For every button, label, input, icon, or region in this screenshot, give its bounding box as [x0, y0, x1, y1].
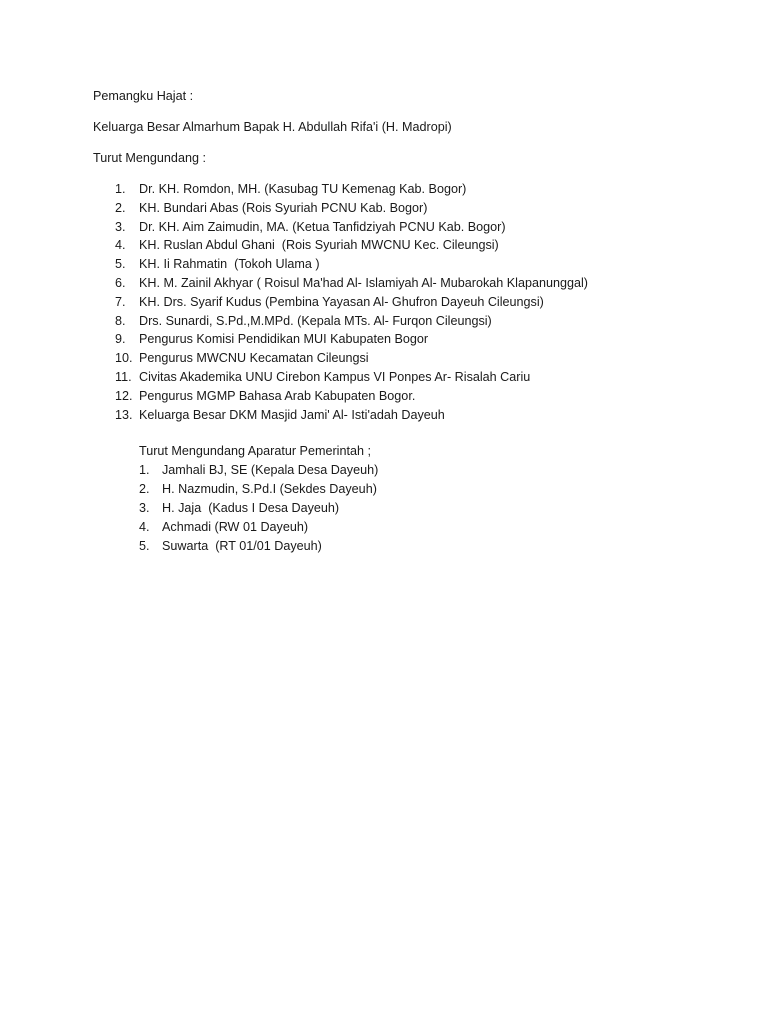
list-item: Pengurus MGMP Bahasa Arab Kabupaten Bogor. [139, 388, 416, 403]
host-name: Keluarga Besar Almarhum Bapak H. Abdullah Rifa'i (H. Madropi) [93, 120, 452, 134]
list-item: Suwarta (RT 01/01 Dayeuh) [162, 538, 322, 553]
list-item-number: 12. [115, 388, 133, 403]
list-item-number: 2. [115, 200, 126, 215]
list-item: KH. M. Zainil Akhyar ( Roisul Ma'had Al- Islamiyah Al- Mubarokah Klapanunggal) [139, 276, 588, 290]
list-item-number: 4. [115, 238, 126, 253]
list-item: Keluarga Besar DKM Masjid Jami' Al- Isti'adah Dayeuh [139, 407, 445, 422]
list-item-number: 4. [139, 519, 150, 534]
list-item: H. Jaja (Kadus I Desa Dayeuh) [162, 501, 340, 515]
list-item: KH. Ii Rahmatin (Tokoh Ulama ) [139, 257, 320, 272]
list-item: Pengurus Komisi Pendidikan MUI Kabupaten Bogor [139, 332, 429, 347]
list-item: Drs. Sunardi, S.Pd.,M.MPd. (Kepala MTs. Al- Furqon Cileungsi) [139, 313, 492, 328]
list-item-number: 5. [115, 257, 126, 272]
list-item: Civitas Akademika UNU Cirebon Kampus VI Ponpes Ar- Risalah Cariu [139, 370, 531, 384]
list-item-number: 9. [115, 332, 126, 347]
list-item: KH. Bundari Abas (Rois Syuriah PCNU Kab. Bogor) [139, 200, 428, 215]
list-item: H. Nazmudin, S.Pd.I (Sekdes Dayeuh) [162, 482, 377, 496]
list-item-number: 13. [115, 407, 133, 422]
list-item-number: 10. [115, 351, 133, 366]
list-item-number: 3. [139, 501, 150, 515]
list-item-number: 5. [139, 538, 150, 553]
list-item-number: 2. [139, 482, 150, 496]
inviters-heading: Turut Mengundang : [93, 151, 206, 165]
list-item: Dr. KH. Romdon, MH. (Kasubag TU Kemenag Kab. Bogor) [139, 182, 467, 196]
list-item-number: 8. [115, 313, 126, 328]
list-item-number: 1. [115, 182, 126, 196]
list-item-number: 6. [115, 276, 126, 290]
list-item: Achmadi (RW 01 Dayeuh) [162, 519, 309, 534]
list-item: Jamhali BJ, SE (Kepala Desa Dayeuh) [162, 463, 379, 477]
government-heading: Turut Mengundang Aparatur Pemerintah ; [139, 444, 371, 458]
list-item-number: 7. [115, 294, 126, 309]
list-item: KH. Drs. Syarif Kudus (Pembina Yayasan Al- Ghufron Dayeuh Cileungsi) [139, 294, 544, 309]
list-item: Dr. KH. Aim Zaimudin, MA. (Ketua Tanfidziyah PCNU Kab. Bogor) [139, 219, 506, 234]
list-item-number: 11. [115, 370, 132, 384]
list-item: KH. Ruslan Abdul Ghani (Rois Syuriah MWCNU Kec. Cileungsi) [139, 238, 499, 253]
host-heading: Pemangku Hajat : [93, 89, 194, 103]
list-item-number: 1. [139, 463, 150, 477]
list-item: Pengurus MWCNU Kecamatan Cileungsi [139, 351, 369, 366]
list-item-number: 3. [115, 219, 126, 234]
